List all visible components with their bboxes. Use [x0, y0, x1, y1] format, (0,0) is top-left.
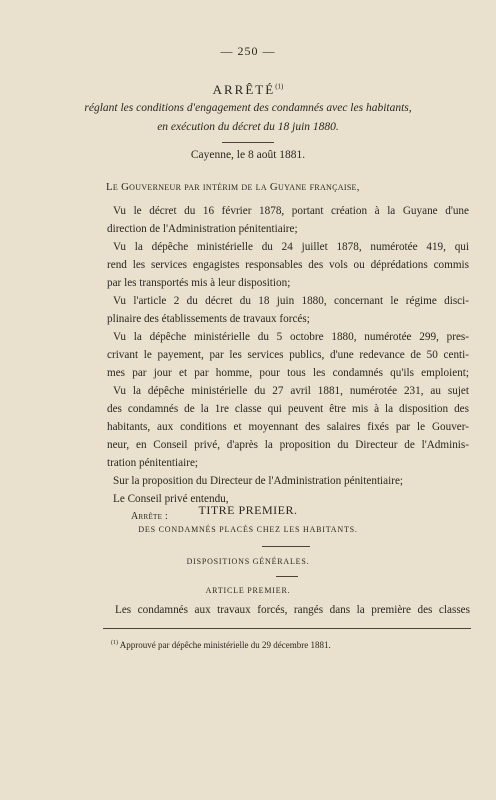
body-line: par les transportés mis à leur disposition; — [107, 277, 291, 289]
body-line: Vu la dépêche ministérielle du 5 octobre 1880, numérotée 299, pres- — [113, 331, 469, 343]
subtitle-line-1: réglant les conditions d'engagement des condamnés avec les habitants, — [84, 102, 412, 114]
body-line: direction de l'Administration pénitentiaire; — [107, 223, 298, 235]
body-line: habitants, aux conditions et moyennant des salaires fixés par le Gouver- — [107, 421, 469, 433]
body-line: des condamnés de la 1re classe qui peuvent être mis à la disposition des — [107, 403, 469, 415]
provisions-divider — [276, 576, 298, 577]
body-line: rend les services engagistes responsables des vols ou déprédations commis — [107, 259, 469, 271]
decree-title — [0, 82, 496, 98]
body-line: neur, en Conseil privé, d'après la proposition du Directeur de l'Adminis- — [107, 439, 469, 451]
footnote-reference: (1) — [275, 82, 284, 91]
page-number: — 250 — — [220, 44, 276, 58]
section-title: TITRE PREMIER. — [198, 503, 298, 517]
arrete-label: Arrête : — [131, 511, 169, 522]
footnote — [111, 640, 331, 650]
section-divider — [262, 546, 310, 547]
body-line: Vu la dépêche ministérielle du 27 avril 1881, numérotée 231, au sujet — [113, 385, 469, 397]
dateline: Cayenne, le 8 août 1881. — [190, 149, 306, 161]
body-line: crivant le payement, par les services publics, d'une redevance de 50 centi- — [107, 349, 469, 361]
body-line: plinaire des établissements de travaux forcés; — [107, 313, 310, 325]
decree-title-text: ARRÊTÉ — [212, 82, 276, 97]
body-line: Vu l'article 2 du décret du 18 juin 1880, concernant le régime disci- — [113, 295, 469, 307]
footnote-divider — [103, 628, 471, 629]
subtitle-line-2: en exécution du décret du 18 juin 1880. — [157, 121, 339, 133]
title-divider — [222, 142, 274, 143]
body-line: Sur la proposition du Directeur de l'Administration pénitentiaire; — [113, 475, 404, 487]
preamble: Le Gouverneur par intérim de la Guyane française, — [106, 181, 360, 193]
footnote-marker: (1) — [111, 640, 118, 646]
article-text: Les condamnés aux travaux forcés, rangés dans la première des classes — [115, 604, 470, 616]
body-line: mes par jour et par homme, pour tous les condamnés qu'ils emploient; — [107, 367, 469, 379]
body-line: Vu le décret du 16 février 1878, portant création à la Guyane d'une — [113, 205, 469, 217]
footnote-text: Approuvé par dépêche ministérielle du 29 décembre 1881. — [119, 640, 331, 650]
article-heading: ARTICLE PREMIER. — [205, 586, 291, 595]
body-line: Vu la dépêche ministérielle du 24 juillet 1878, numérotée 419, qui — [113, 241, 469, 253]
body-line: tration pénitentiaire; — [107, 457, 199, 469]
body-line: Le Conseil privé entendu, — [113, 493, 229, 505]
section-subtitle: DES CONDAMNÉS PLACÉS CHEZ LES HABITANTS. — [138, 525, 358, 534]
general-provisions-heading: DISPOSITIONS GÉNÉRALES. — [186, 557, 310, 566]
